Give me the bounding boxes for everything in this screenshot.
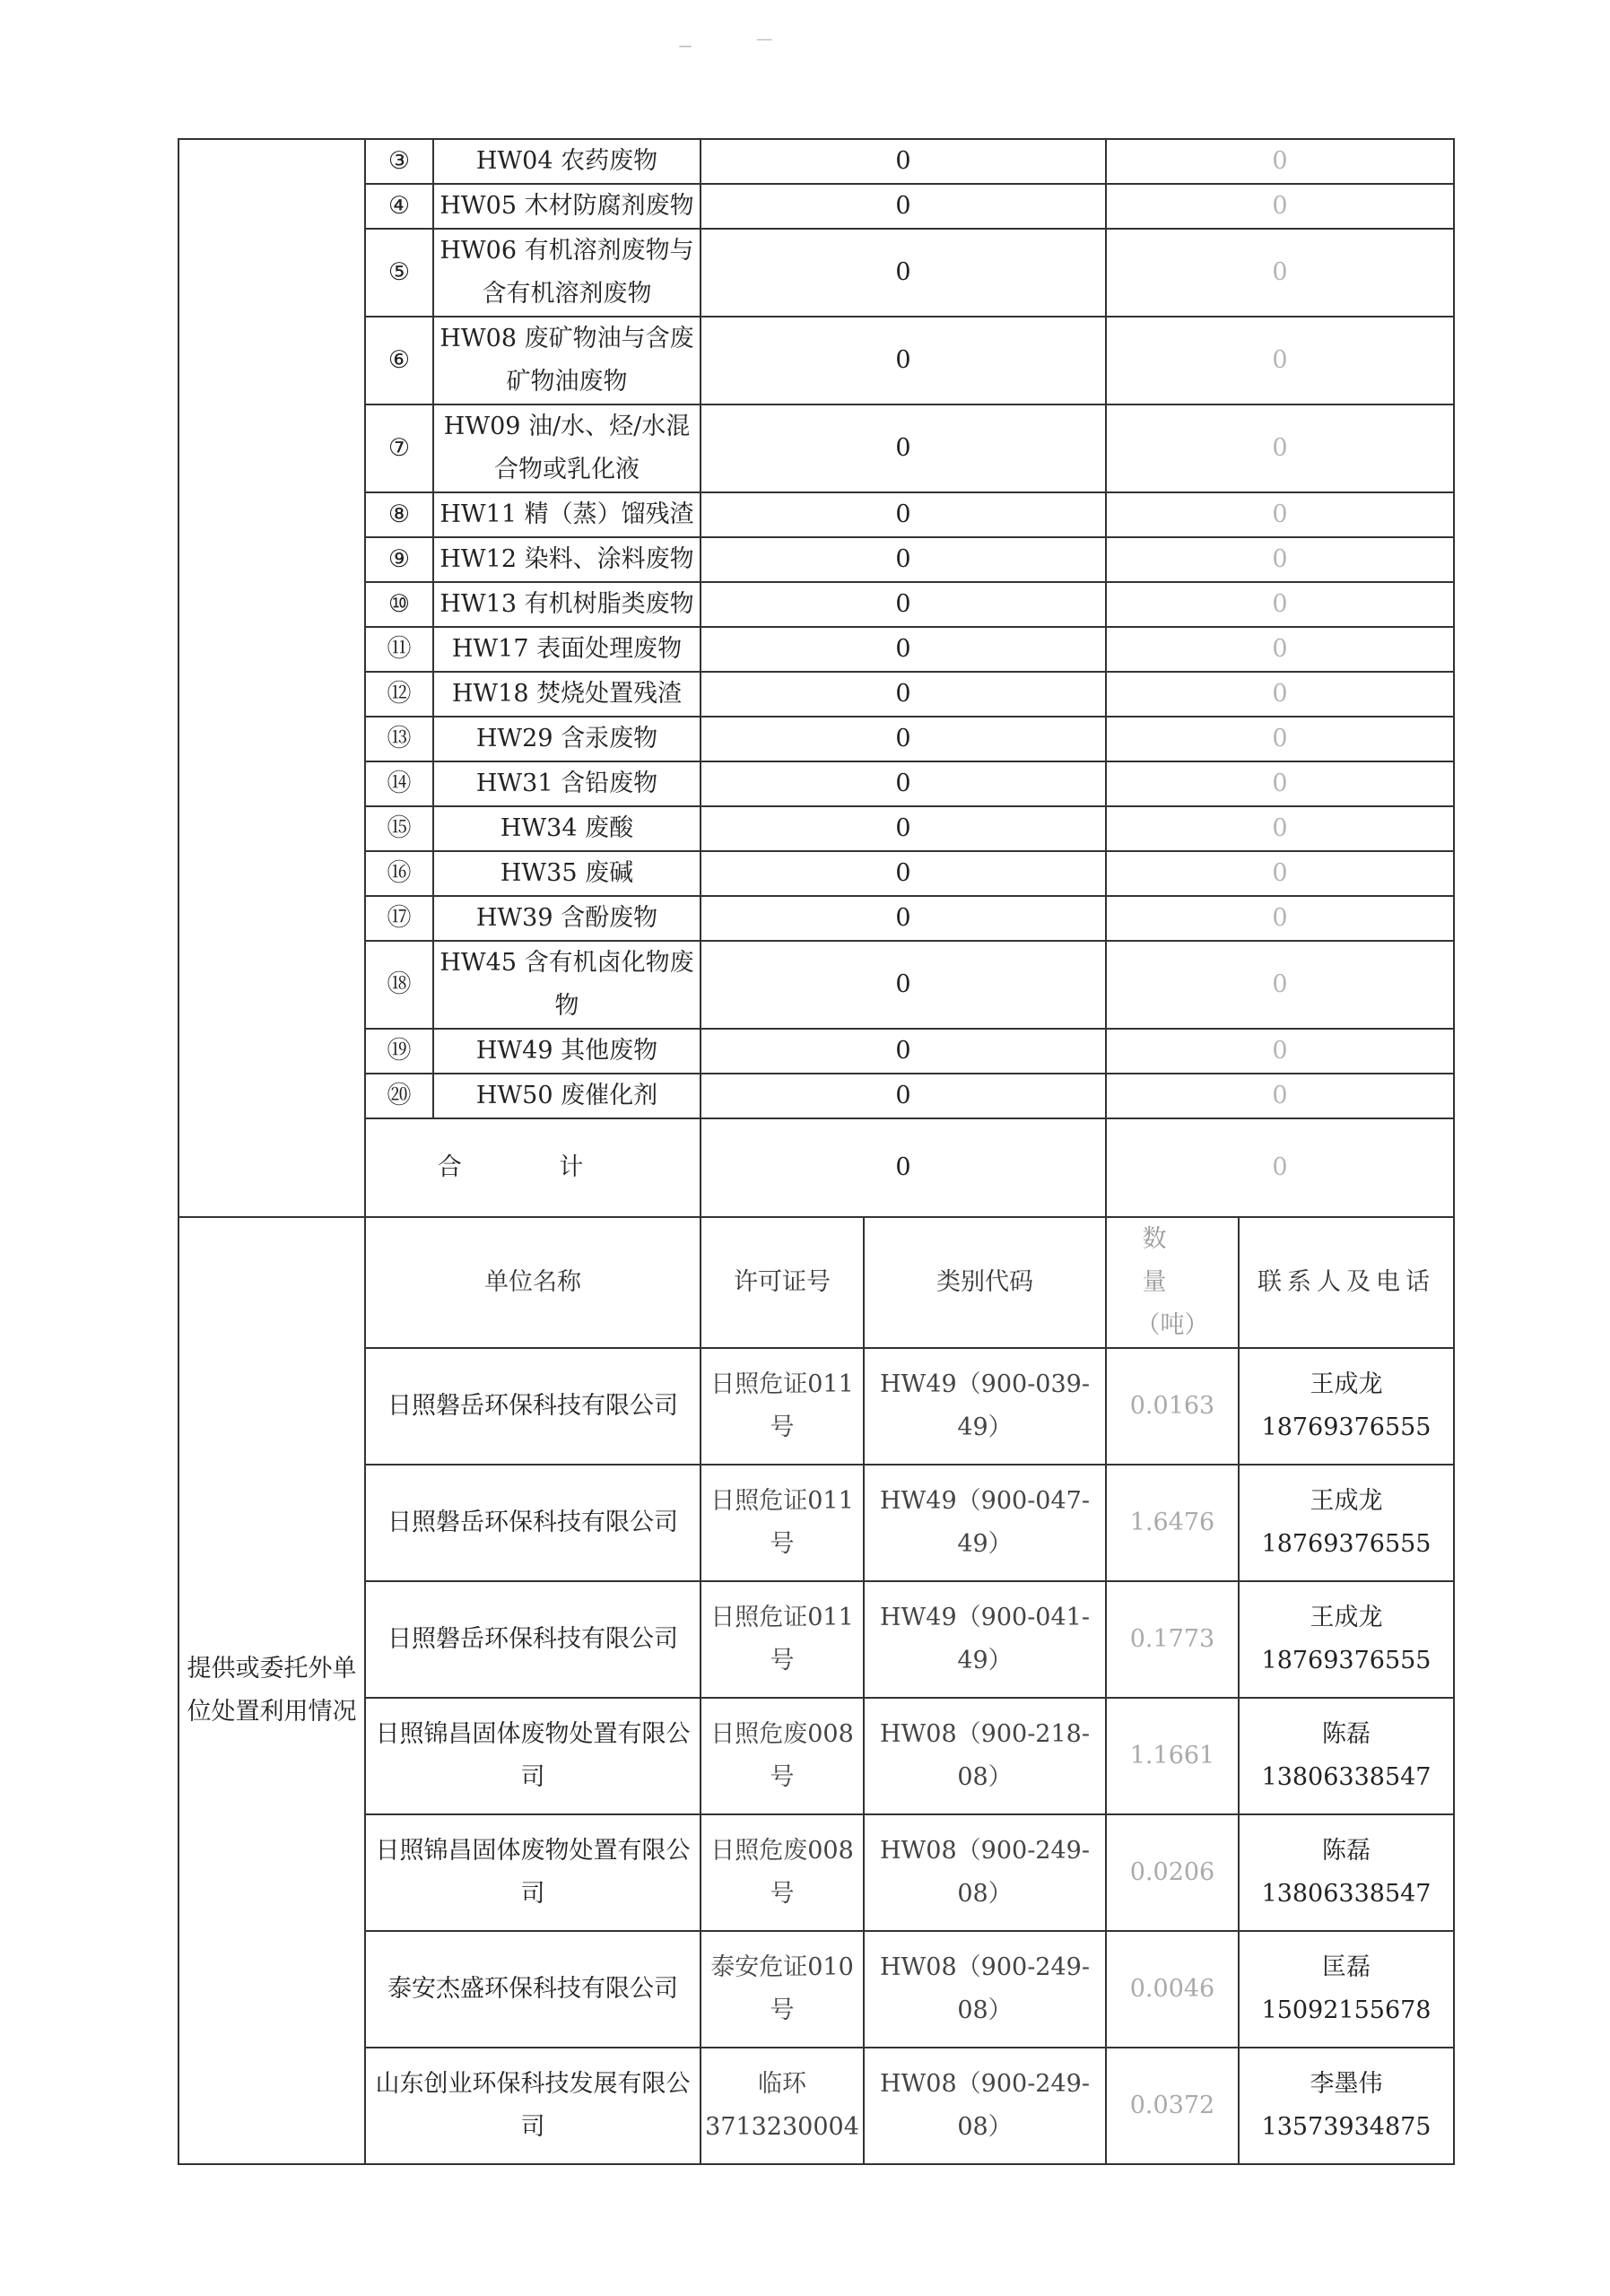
disposal-row xyxy=(178,1348,1454,1465)
value-1: 0 xyxy=(701,1074,1106,1118)
row-number: ⑯ xyxy=(365,851,433,896)
value-2: 0 xyxy=(1106,627,1454,672)
table-row xyxy=(178,851,1454,896)
contact-name: 李墨伟 xyxy=(1310,2070,1383,2098)
row-number: ⑪ xyxy=(365,627,433,672)
value-2: 0 xyxy=(1106,582,1454,627)
disposal-row xyxy=(178,1581,1454,1698)
waste-name: HW29 含汞废物 xyxy=(433,717,701,761)
license-number: 日照危证011号 xyxy=(701,1581,864,1698)
category-code: HW49（900-041-49） xyxy=(864,1581,1106,1698)
company-name: 泰安杰盛环保科技有限公司 xyxy=(365,1931,701,2048)
header-contact: 联系人及电话 xyxy=(1239,1217,1454,1348)
license-number: 临环3713230004 xyxy=(701,2048,864,2164)
company-name: 日照锦昌固体废物处置有限公司 xyxy=(365,1814,701,1931)
value-1: 0 xyxy=(701,806,1106,851)
value-2: 0 xyxy=(1106,492,1454,537)
table-row xyxy=(178,139,1454,184)
value-2: 0 xyxy=(1106,537,1454,582)
contact-phone: 18769376555 xyxy=(1261,1647,1432,1674)
quantity: 0.0372 xyxy=(1106,2048,1239,2164)
contact-phone: 13573934875 xyxy=(1261,2113,1432,2141)
row-number: ⑳ xyxy=(365,1074,433,1118)
company-name: 日照磐岳环保科技有限公司 xyxy=(365,1581,701,1698)
company-name: 日照磐岳环保科技有限公司 xyxy=(365,1348,701,1465)
category-code: HW49（900-039-49） xyxy=(864,1348,1106,1465)
contact-cell xyxy=(1239,2048,1454,2164)
contact-name: 陈磊 xyxy=(1322,1720,1371,1748)
contact-name: 匡磊 xyxy=(1322,1953,1371,1981)
value-1: 0 xyxy=(701,941,1106,1029)
table-row xyxy=(178,717,1454,761)
waste-name: HW39 含酚废物 xyxy=(433,896,701,941)
contact-cell xyxy=(1239,1465,1454,1581)
contact-phone: 18769376555 xyxy=(1261,1530,1432,1558)
header-qty-label: 数 量 xyxy=(1142,1225,1203,1296)
quantity: 1.1661 xyxy=(1106,1698,1239,1814)
category-code: HW08（900-249-08） xyxy=(864,1814,1106,1931)
value-1: 0 xyxy=(701,761,1106,806)
table-row xyxy=(178,941,1454,1029)
category-code: HW08（900-249-08） xyxy=(864,2048,1106,2164)
table-row xyxy=(178,184,1454,229)
contact-cell xyxy=(1239,1698,1454,1814)
waste-name: HW31 含铅废物 xyxy=(433,761,701,806)
table-row xyxy=(178,492,1454,537)
license-number: 日照危证011号 xyxy=(701,1348,864,1465)
table-row xyxy=(178,627,1454,672)
value-2: 0 xyxy=(1106,404,1454,492)
disposal-header-row xyxy=(178,1217,1454,1348)
waste-name: HW13 有机树脂类废物 xyxy=(433,582,701,627)
value-2: 0 xyxy=(1106,717,1454,761)
contact-name: 王成龙 xyxy=(1310,1370,1383,1398)
header-company: 单位名称 xyxy=(365,1217,701,1348)
contact-name: 王成龙 xyxy=(1310,1604,1383,1631)
waste-name: HW35 废碱 xyxy=(433,851,701,896)
header-code: 类别代码 xyxy=(864,1217,1106,1348)
row-number: ⑲ xyxy=(365,1029,433,1074)
waste-name: HW12 染料、涂料废物 xyxy=(433,537,701,582)
header-license: 许可证号 xyxy=(701,1217,864,1348)
table-row xyxy=(178,404,1454,492)
value-2: 0 xyxy=(1106,1074,1454,1118)
row-number: ③ xyxy=(365,139,433,184)
table-row xyxy=(178,1029,1454,1074)
row-number: ⑦ xyxy=(365,404,433,492)
contact-cell xyxy=(1239,1931,1454,2048)
waste-name: HW04 农药废物 xyxy=(433,139,701,184)
waste-name: HW06 有机溶剂废物与含有机溶剂废物 xyxy=(433,229,701,317)
total-value-2: 0 xyxy=(1106,1118,1454,1217)
contact-name: 王成龙 xyxy=(1310,1487,1383,1515)
value-2: 0 xyxy=(1106,672,1454,717)
value-1: 0 xyxy=(701,896,1106,941)
value-2: 0 xyxy=(1106,184,1454,229)
total-value-1: 0 xyxy=(701,1118,1106,1217)
table-row xyxy=(178,537,1454,582)
license-number: 日照危废008号 xyxy=(701,1698,864,1814)
quantity: 0.0206 xyxy=(1106,1814,1239,1931)
contact-cell xyxy=(1239,1814,1454,1931)
disposal-row xyxy=(178,1931,1454,2048)
contact-phone: 13806338547 xyxy=(1261,1763,1432,1791)
disposal-row xyxy=(178,1814,1454,1931)
company-name: 日照磐岳环保科技有限公司 xyxy=(365,1465,701,1581)
category-cell-empty xyxy=(178,139,365,1217)
disposal-row xyxy=(178,1698,1454,1814)
waste-name: HW50 废催化剂 xyxy=(433,1074,701,1118)
waste-name: HW18 焚烧处置残渣 xyxy=(433,672,701,717)
waste-name: HW49 其他废物 xyxy=(433,1029,701,1074)
total-label: 合 计 xyxy=(365,1118,701,1217)
scan-artifact: ⁻ ‾ xyxy=(677,34,799,70)
value-1: 0 xyxy=(701,184,1106,229)
row-number: ⑤ xyxy=(365,229,433,317)
value-2: 0 xyxy=(1106,229,1454,317)
value-2: 0 xyxy=(1106,896,1454,941)
value-1: 0 xyxy=(701,492,1106,537)
company-name: 日照锦昌固体废物处置有限公司 xyxy=(365,1698,701,1814)
table-row xyxy=(178,317,1454,404)
row-number: ⑭ xyxy=(365,761,433,806)
value-2: 0 xyxy=(1106,941,1454,1029)
value-1: 0 xyxy=(701,1029,1106,1074)
quantity: 1.6476 xyxy=(1106,1465,1239,1581)
disposal-category-label: 提供或委托外单位处置利用情况 xyxy=(178,1217,365,2164)
row-number: ⑮ xyxy=(365,806,433,851)
row-number: ⑨ xyxy=(365,537,433,582)
quantity: 0.0163 xyxy=(1106,1348,1239,1465)
quantity: 0.0046 xyxy=(1106,1931,1239,2048)
contact-cell xyxy=(1239,1348,1454,1465)
waste-name: HW11 精（蒸）馏残渣 xyxy=(433,492,701,537)
value-2: 0 xyxy=(1106,761,1454,806)
value-2: 0 xyxy=(1106,851,1454,896)
value-1: 0 xyxy=(701,672,1106,717)
waste-name: HW34 废酸 xyxy=(433,806,701,851)
value-2: 0 xyxy=(1106,1029,1454,1074)
value-1: 0 xyxy=(701,229,1106,317)
value-1: 0 xyxy=(701,537,1106,582)
table-row xyxy=(178,1074,1454,1118)
value-1: 0 xyxy=(701,717,1106,761)
contact-phone: 18769376555 xyxy=(1261,1413,1432,1441)
company-name: 山东创业环保科技发展有限公司 xyxy=(365,2048,701,2164)
waste-name: HW08 废矿物油与含废矿物油废物 xyxy=(433,317,701,404)
total-row xyxy=(178,1118,1454,1217)
row-number: ⑩ xyxy=(365,582,433,627)
table-row xyxy=(178,582,1454,627)
disposal-row xyxy=(178,2048,1454,2164)
row-number: ⑧ xyxy=(365,492,433,537)
value-1: 0 xyxy=(701,404,1106,492)
value-1: 0 xyxy=(701,851,1106,896)
license-number: 泰安危证010号 xyxy=(701,1931,864,2048)
license-number: 日照危证011号 xyxy=(701,1465,864,1581)
table-row xyxy=(178,761,1454,806)
category-code: HW49（900-047-49） xyxy=(864,1465,1106,1581)
value-2: 0 xyxy=(1106,317,1454,404)
value-1: 0 xyxy=(701,627,1106,672)
license-number: 日照危废008号 xyxy=(701,1814,864,1931)
value-2: 0 xyxy=(1106,139,1454,184)
table-row xyxy=(178,672,1454,717)
row-number: ⑥ xyxy=(365,317,433,404)
row-number: ⑱ xyxy=(365,941,433,1029)
row-number: ⑰ xyxy=(365,896,433,941)
contact-name: 陈磊 xyxy=(1322,1837,1371,1865)
waste-name: HW45 含有机卤化物废物 xyxy=(433,941,701,1029)
waste-name: HW17 表面处理废物 xyxy=(433,627,701,672)
waste-name: HW05 木材防腐剂废物 xyxy=(433,184,701,229)
value-1: 0 xyxy=(701,582,1106,627)
value-1: 0 xyxy=(701,317,1106,404)
value-1: 0 xyxy=(701,139,1106,184)
row-number: ⑫ xyxy=(365,672,433,717)
header-qty xyxy=(1106,1217,1239,1348)
row-number: ④ xyxy=(365,184,433,229)
disposal-row xyxy=(178,1465,1454,1581)
waste-table xyxy=(178,138,1455,2165)
contact-cell xyxy=(1239,1581,1454,1698)
header-qty-unit: （吨） xyxy=(1136,1311,1209,1339)
table-row xyxy=(178,896,1454,941)
contact-phone: 15092155678 xyxy=(1261,1996,1432,2024)
category-code: HW08（900-249-08） xyxy=(864,1931,1106,2048)
row-number: ⑬ xyxy=(365,717,433,761)
waste-name: HW09 油/水、烃/水混合物或乳化液 xyxy=(433,404,701,492)
table-row xyxy=(178,229,1454,317)
category-code: HW08（900-218-08） xyxy=(864,1698,1106,1814)
value-2: 0 xyxy=(1106,806,1454,851)
table-row xyxy=(178,806,1454,851)
contact-phone: 13806338547 xyxy=(1261,1880,1432,1908)
quantity: 0.1773 xyxy=(1106,1581,1239,1698)
